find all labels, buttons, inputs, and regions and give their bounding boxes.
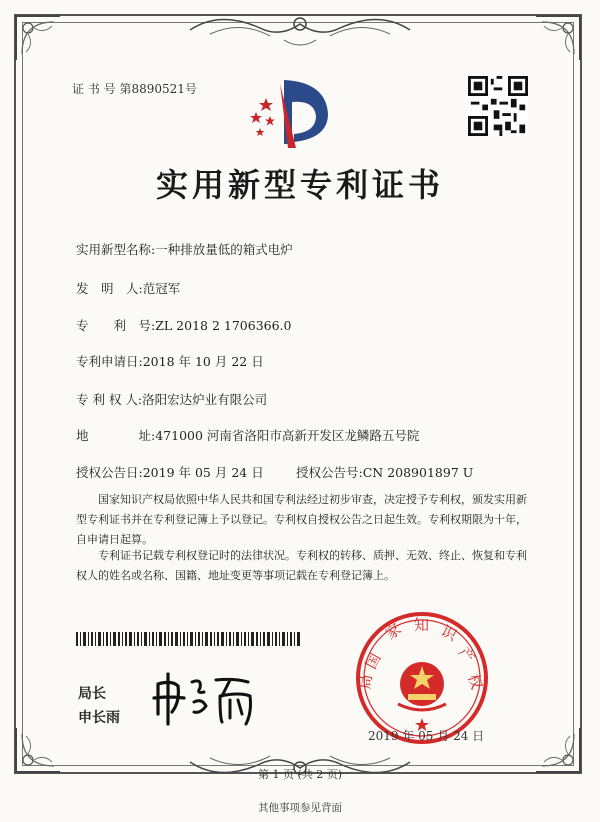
filing-date: 2018 年 10 月 22 日 [142,354,264,369]
certificate-number-value: 8890521 [131,82,185,96]
patentee-row [76,390,267,408]
grant-date: 2019 年 05 月 24 日 [142,465,264,480]
patent-number: ZL 2018 2 1706366.0 [155,318,292,333]
svg-text:识: 识 [438,621,460,645]
field-label: 专利申请日: [76,354,143,369]
utility-model-name-row [76,240,293,258]
legal-status-paragraph: 专利证书记载专利权登记时的法律状况。专利权的转移、质押、无效、终止、恢复和专利权人的姓名或名称、国籍、地址变更等事项记载在专利登记簿上。 [76,549,527,582]
field-label: 地 址: [76,428,156,443]
qr-code-icon [468,76,528,136]
svg-text:家: 家 [381,619,405,644]
utility-model-name: 一种排放量低的箱式电炉 [155,242,293,257]
svg-text:局: 局 [356,673,376,691]
field-label: 实用新型名称: [76,242,156,257]
director-name: 申长雨 [78,710,120,726]
grant-statement-paragraph: 国家知识产权局依照中华人民共和国专利法经过初步审查，决定授予专利权，颁发实用新型专利证书并在专利登记簿上予以登记。专利权自授权公告之日起生效。专利权期限为十年，自申请日起算。 [76,493,527,546]
top-ornament-icon [180,10,420,50]
grant-date-row [76,463,264,481]
page-number: 第 1 页 (共 2 页) [257,768,343,781]
director-title: 局长 [78,686,106,702]
field-label: 专 利 权 人: [76,392,143,407]
svg-text:国: 国 [361,650,385,672]
corner-ornament-icon [534,14,582,62]
certificate-number-suffix: 号 [184,82,197,96]
seal-date: 2019 年 05 月 24 日 [368,729,485,743]
inventor-name: 范冠军 [142,281,181,296]
barcode-icon [76,632,302,646]
filing-date-row [76,352,264,370]
certificate-number [72,80,197,97]
patent-number-row [76,316,292,334]
field-label: 授权公告日: [76,465,143,480]
grant-number-row [296,463,473,481]
field-label: 专 利 号: [76,318,156,333]
address: 471000 河南省洛阳市高新开发区龙鳞路五号院 [155,428,420,443]
corner-ornament-icon [14,14,62,62]
field-label: 授权公告号: [296,465,363,480]
certificate-number-label: 证 书 号 第 [72,82,132,96]
address-row [76,426,419,444]
svg-text:权: 权 [464,671,486,692]
svg-text:知: 知 [414,616,430,634]
cnipa-logo-icon [244,72,336,152]
footer-note: 其他事项参见背面 [258,802,342,814]
field-label: 发 明 人: [76,281,143,296]
certificate-title: 实用新型专利证书 [155,166,444,204]
patentee-name: 洛阳宏达炉业有限公司 [142,392,268,407]
svg-text:产: 产 [454,643,479,667]
inventor-row [76,279,180,297]
grant-number: CN 208901897 U [362,465,474,480]
handwritten-signature-icon [150,662,260,732]
